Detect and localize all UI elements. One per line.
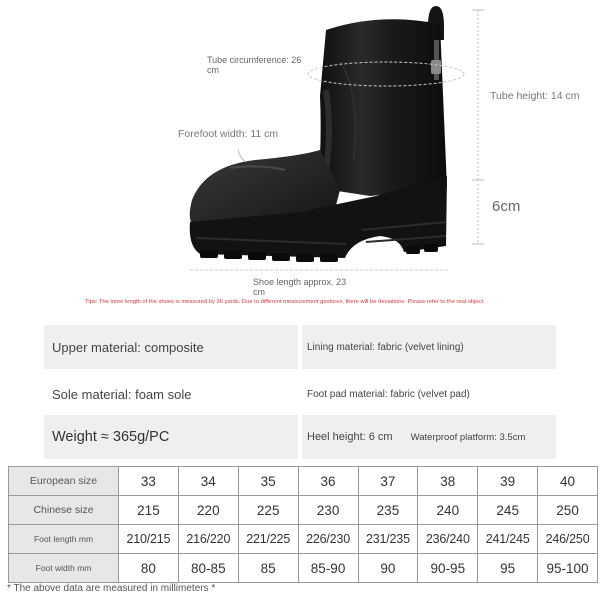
size-cell: 236/240 (418, 525, 478, 554)
size-cell: 231/235 (358, 525, 418, 554)
size-cell: 220 (178, 496, 238, 525)
boot-product-image (0, 0, 606, 295)
lining-material-panel (302, 325, 556, 369)
size-chart-body (9, 467, 598, 583)
measurement-footnote: * The above data are measured in millimeters * (7, 583, 216, 594)
tube-circumference-label: Tube circumference: 26 cm (207, 55, 302, 75)
size-cell: 250 (538, 496, 598, 525)
size-row-header: Foot width mm (9, 554, 119, 583)
size-cell: 240 (418, 496, 478, 525)
size-cell: 85-90 (298, 554, 358, 583)
size-cell: 245 (478, 496, 538, 525)
size-cell: 210/215 (119, 525, 179, 554)
size-row (9, 467, 598, 496)
size-cell: 80 (119, 554, 179, 583)
size-chart-table (8, 466, 598, 583)
size-cell: 225 (238, 496, 298, 525)
size-cell: 35 (238, 467, 298, 496)
size-row-header: Foot length mm (9, 525, 119, 554)
size-cell: 34 (178, 467, 238, 496)
weight-panel (44, 415, 298, 459)
size-cell: 39 (478, 467, 538, 496)
size-row-header: Chinese size (9, 496, 119, 525)
size-cell: 216/220 (178, 525, 238, 554)
size-cell: 40 (538, 467, 598, 496)
size-cell: 235 (358, 496, 418, 525)
size-cell: 38 (418, 467, 478, 496)
lining-material-text: Lining material: fabric (velvet lining) (307, 341, 464, 353)
size-cell: 95 (478, 554, 538, 583)
heel-height-marker-label: 6cm (492, 198, 521, 215)
size-cell: 90 (358, 554, 418, 583)
sole-material-panel (44, 372, 298, 416)
upper-material-panel (44, 325, 298, 369)
measurement-tips: Tips: The inner length of the shoes is measured by 36 yards. Due to different measurement gestures, there will be deviations. Please refer to the real object. (85, 299, 485, 305)
size-cell: 36 (298, 467, 358, 496)
size-row (9, 496, 598, 525)
shoe-length-label: Shoe length approx. 23 cm (253, 277, 347, 297)
heel-height-panel (302, 415, 556, 459)
size-row (9, 525, 598, 554)
forefoot-width-label: Forefoot width: 11 cm (178, 128, 279, 140)
foot-pad-material-panel (302, 372, 556, 416)
weight-text: Weight ≈ 365g/PC (52, 429, 170, 445)
upper-material-text: Upper material: composite (52, 339, 204, 355)
heel-height-text: Heel height: 6 cm (307, 431, 393, 443)
size-cell: 230 (298, 496, 358, 525)
size-cell: 95-100 (538, 554, 598, 583)
size-cell: 90-95 (418, 554, 478, 583)
tube-height-label: Tube height: 14 cm (490, 90, 580, 102)
size-row (9, 554, 598, 583)
sole-material-text: Sole material: foam sole (52, 386, 192, 402)
size-cell: 37 (358, 467, 418, 496)
size-cell: 246/250 (538, 525, 598, 554)
foot-pad-material-text: Foot pad material: fabric (velvet pad) (307, 388, 470, 400)
size-cell: 226/230 (298, 525, 358, 554)
size-cell: 241/245 (478, 525, 538, 554)
size-cell: 215 (119, 496, 179, 525)
size-cell: 85 (238, 554, 298, 583)
size-cell: 33 (119, 467, 179, 496)
size-cell: 221/225 (238, 525, 298, 554)
waterproof-platform-text: Waterproof platform: 3.5cm (410, 431, 526, 443)
size-cell: 80-85 (178, 554, 238, 583)
size-row-header: European size (9, 467, 119, 496)
